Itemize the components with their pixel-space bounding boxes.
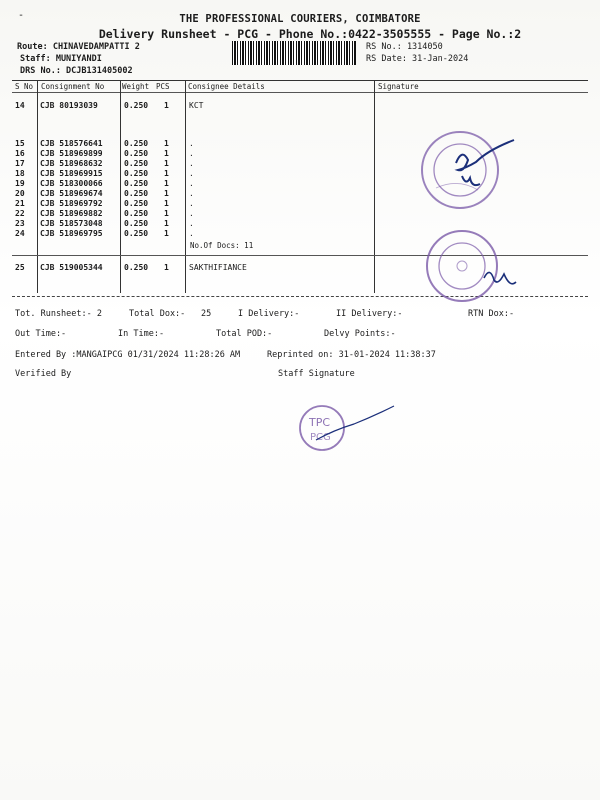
cell-sno: 14: [15, 101, 25, 110]
cell-consignee: KCT: [189, 101, 204, 110]
table-top-border: [12, 80, 588, 81]
cell-sno: 22: [15, 209, 25, 218]
col-header-consignment: Consignment No: [41, 82, 105, 91]
col-divider: [185, 80, 186, 293]
company-title: THE PROFESSIONAL COURIERS, COIMBATORE: [179, 13, 421, 25]
cell-consignee: .: [189, 209, 194, 218]
cell-consignment: CJB 518969674: [40, 189, 103, 198]
cell-sno: 18: [15, 169, 25, 178]
in-time: In Time:-: [118, 329, 165, 339]
cell-weight: 0.250: [124, 209, 149, 218]
cell-weight: 0.250: [124, 169, 149, 178]
no-of-docs: No.Of Docs: 11: [190, 241, 254, 250]
cell-weight: 0.250: [124, 263, 149, 272]
cell-consignment: CJB 518968632: [40, 159, 103, 168]
staff-label: Staff: MUNIYANDI: [20, 54, 102, 64]
cell-consignment: CJB 518573048: [40, 219, 103, 228]
cell-sno: 15: [15, 139, 25, 148]
cell-sno: 17: [15, 159, 25, 168]
svg-text:TPC: TPC: [309, 416, 331, 429]
rs-no: RS No.: 1314050: [366, 42, 443, 52]
college-seal-stamp: [418, 128, 518, 218]
col-header-weight: Weight: [122, 82, 150, 91]
ii-delivery: II Delivery:-: [336, 309, 403, 319]
cell-pcs: 1: [164, 149, 169, 158]
cell-sno: 20: [15, 189, 25, 198]
cell-pcs: 1: [164, 179, 169, 188]
cell-pcs: 1: [164, 101, 169, 110]
i-delivery: I Delivery:-: [238, 309, 300, 319]
cell-pcs: 1: [164, 263, 169, 272]
col-divider: [374, 80, 375, 293]
cell-sno: 19: [15, 179, 25, 188]
delvy-points: Delvy Points:-: [324, 329, 396, 339]
corner-mark: -: [18, 10, 25, 21]
cell-weight: 0.250: [124, 189, 149, 198]
cell-consignee: .: [189, 179, 194, 188]
cell-weight: 0.250: [124, 219, 149, 228]
cell-consignment: CJB 518969915: [40, 169, 103, 178]
cell-consignee: .: [189, 169, 194, 178]
cell-consignee: .: [189, 199, 194, 208]
reprinted-on: Reprinted on: 31-01-2024 11:38:37: [267, 350, 436, 360]
cell-pcs: 1: [164, 159, 169, 168]
cell-weight: 0.250: [124, 159, 149, 168]
cell-consignment: CJB 518300066: [40, 179, 103, 188]
total-pod: Total POD:-: [216, 329, 273, 339]
cell-consignee: .: [189, 189, 194, 198]
cell-pcs: 1: [164, 229, 169, 238]
cell-consignment: CJB 518969882: [40, 209, 103, 218]
cell-consignment: CJB 519005344: [40, 263, 103, 272]
drs-label: DRS No.: DCJB131405002: [20, 66, 133, 76]
cell-pcs: 1: [164, 209, 169, 218]
rs-date: RS Date: 31-Jan-2024: [366, 54, 469, 64]
col-header-pcs: PCS: [156, 82, 170, 91]
runsheet-subtitle: Delivery Runsheet - PCG - Phone No.:0422-3505555 - Page No.:2: [98, 27, 522, 41]
cell-weight: 0.250: [124, 199, 149, 208]
cell-weight: 0.250: [124, 139, 149, 148]
cell-weight: 0.250: [124, 179, 149, 188]
cell-sno: 23: [15, 219, 25, 228]
cell-consignee: .: [189, 149, 194, 158]
cell-pcs: 1: [164, 169, 169, 178]
finance-seal-stamp: [424, 226, 534, 306]
total-dox-label: Total Dox:-: [129, 309, 186, 319]
verified-by: Verified By: [15, 369, 72, 379]
col-header-signature: Signature: [378, 82, 419, 91]
table-header-border: [12, 92, 588, 93]
cell-pcs: 1: [164, 219, 169, 228]
svg-text:PCG: PCG: [310, 432, 331, 443]
cell-pcs: 1: [164, 139, 169, 148]
cell-weight: 0.250: [124, 149, 149, 158]
cell-sno: 21: [15, 199, 25, 208]
cell-weight: 0.250: [124, 229, 149, 238]
cell-consignment: CJB 518969899: [40, 149, 103, 158]
total-dox-value: 25: [201, 309, 212, 319]
cell-sno: 24: [15, 229, 25, 238]
rtn-dox: RTN Dox:-: [468, 309, 515, 319]
cell-weight: 0.250: [124, 101, 149, 110]
out-time: Out Time:-: [15, 329, 67, 339]
route-label: Route: CHINAVEDAMPATTI 2: [17, 42, 140, 52]
col-header-consignee: Consignee Details: [188, 82, 265, 91]
col-divider: [37, 80, 38, 293]
cell-consignment: CJB 518969792: [40, 199, 103, 208]
barcode: [232, 41, 356, 65]
col-divider: [120, 80, 121, 293]
staff-signature-label: Staff Signature: [278, 369, 355, 379]
cell-consignment: CJB 80193039: [40, 101, 98, 110]
cell-consignee: .: [189, 229, 194, 238]
cell-consignee: .: [189, 139, 194, 148]
cell-sno: 25: [15, 263, 25, 272]
cell-consignee: .: [189, 159, 194, 168]
cell-consignee: .: [189, 219, 194, 228]
tot-runsheet: Tot. Runsheet:- 2: [15, 309, 102, 319]
entered-by: Entered By :MANGAIPCG 01/31/2024 11:28:26 AM: [15, 350, 241, 360]
col-header-sno: S No: [15, 82, 34, 91]
cell-consignee: SAKTHIFIANCE: [189, 263, 247, 272]
cell-consignment: CJB 518576641: [40, 139, 103, 148]
cell-pcs: 1: [164, 199, 169, 208]
cell-pcs: 1: [164, 189, 169, 198]
cell-sno: 16: [15, 149, 25, 158]
tpc-seal-stamp: [294, 400, 404, 460]
cell-consignment: CJB 518969795: [40, 229, 103, 238]
